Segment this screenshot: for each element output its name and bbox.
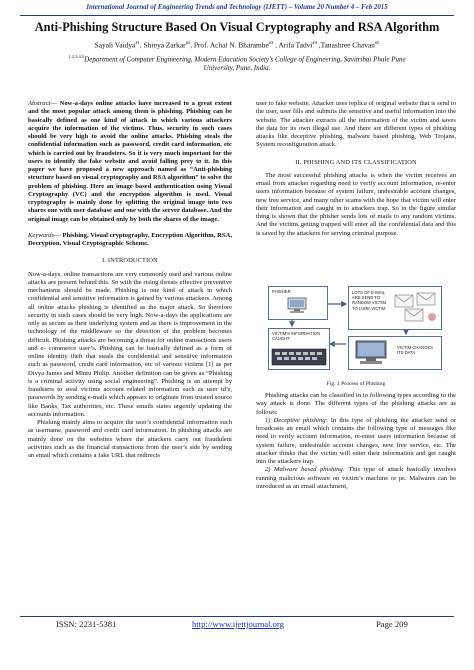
victim-changes-box (348, 336, 442, 370)
victim-info-label: VICTIM’S INFORMATION CAUGHT (272, 331, 321, 342)
journal-header: International Journal of Engineering Trends and Technology (IJETT) – Volume 20 Number 4 – Feb 2015 (86, 4, 388, 11)
journal-url-link[interactable]: http://www.ijettjournal.org (192, 619, 284, 629)
deceptive-phishing-item (256, 417, 456, 467)
abstract-text: Now-a-days online attacks have increased to a great extent and the most popular attack among them is phishing. Phishing can be basically defined as one kind of attack in which various attackers acquire the information of the victims. Thus, security in such cases should be very high to avoid the online attacks. Phishing steals the confidential information such as password, credit card information, etc which is carried out by fraudsters. So it is very much important for the users to identify the fake website and avoid falling prey to it. In this paper we have proposed a new approach named as “Anti-phishing structure based on visual cryptography and RSA algorithm” to solve the problem of phishing. Here an image based authentication using Visual Cryptography (VC) and the encryption algorithm is used. Visual cryptography is mainly done by splitting the original image into two shares one with user database and one with the server database. And the original image can be obtained only by both the shares of the image. (28, 100, 232, 223)
phisher-label: PHISHER (272, 289, 291, 294)
author-sup: #5 (374, 40, 380, 45)
author-name: Shreya Zarkar (143, 40, 186, 50)
header-rule (20, 15, 454, 16)
victim-changes-label: VICTIM CHANGES ITS DATA (397, 345, 434, 356)
footer-issn: ISSN: 2231-5381 (56, 619, 117, 629)
author-name: Prof. Achal N. Bharambe (193, 40, 269, 50)
figure-caption: Fig. 1 Process of Phishing (326, 381, 386, 387)
item-2-text: This type of attack basically involves running malicious software on victim’s machine or pc. Malwares can be introduced as an email attachment, (256, 466, 457, 490)
author-name: Sayali Vaidya (94, 40, 136, 50)
abstract-label: Abstract (28, 100, 51, 107)
malware-phishing-item (256, 466, 456, 491)
phishing-process-figure (266, 284, 444, 370)
footer-page-number: Page 209 (376, 619, 408, 629)
keywords (28, 232, 232, 249)
author-sup: #1 (135, 40, 140, 45)
right-paragraph-2: The most successful phishing attacks is when the victim receives an email from attacker regarding need to verify account information, re-enter users information because of system failure, undesirable account changes, new free service, and many other scams with the hope that victim will enter their information and caught in to attackers trap. So in the figure similar thing is shown that the phisher sends lots of mails to any random victims. And the victims getting trapped will enter all the confidential data and this is saved by the attackers for serving criminal purpose. (256, 171, 456, 237)
footer-rule (20, 616, 454, 617)
right-column-upper (256, 100, 456, 238)
classification-intro: Phishing attacks can be classified in to following types according to the way attack is done. The different types of the phishing attacks are as follows: (256, 392, 456, 416)
keywords-text: Phishing, Visual cryptography, Encryption Algorithm, RSA, Decryption, Visual Cryptographic Scheme. (28, 231, 232, 247)
abstract-dash: — (50, 100, 60, 107)
right-column-lower (256, 392, 456, 491)
victim-computer-icon (352, 340, 392, 366)
author-name: Arifa Tadvi (278, 40, 313, 50)
section-heading-introduction: I. INTRODUCTION (102, 257, 158, 265)
author-name: Tanashree Chavan (320, 40, 375, 50)
left-column (28, 100, 232, 460)
computer-icon (285, 297, 311, 315)
intro-paragraph-1: Now-a-days, online transactions are very commonly used and various online attacks are present behind this. So with the rising threats effective preventive mechanisms should be made. Phishing is one kind of attack in which confidential and sensitive information is gained by various attackers. Among all online attacks phishing is identified as the major attack. So therefore security in such cases should be very high. Now-a-days the applications are only as secure as their underlying system and as there is improvement in the technology of the middleware so the detection of the problem becomes difficult. Phishing attacks are becoming a threat for online transactions users and e- commerce user’s. Phishing can be basically defined as a form of online identity theft that steals the confidential and sensitive information such as password, credit card information, etc of various victims [1] as per Divya James and Mintu Philip. Another definition can be given as “Phishing is a criminal activity using social engineering”. Phishing is an attempt by fraudsters to steal victims account related information such as user id’s, passwords by sending e-mails which appears to originate from trusted source like Banks, Tax authorities, etc. These emails states urgently updating the accounts information. (28, 270, 232, 418)
intro-paragraph-2: Phishing mainly aims to acquire the user’s confidential information such as username, password and credit card information. In phishing attacks are mainly done on the websites where the attackers carry out fraudulent activities such as the financial transactions from the user’s side by sending an email which contains a fake URL that redirects (28, 419, 232, 459)
item-1-label: 1) Deceptive phishing: (265, 416, 328, 424)
paper-title: Anti-Phishing Structure Based On Visual Cryptography and RSA Algorithm (34, 20, 440, 34)
abstract (28, 100, 232, 224)
item-1-text: In this type of phishing the attacker send or broadcasts an email which contains the following type of messages like need to verify account information, re-enter users information because of system failure, undesirable account changes, new free service, etc. The attacker thinks that the victim will enter their information and get caught into the attackers trap. (256, 416, 456, 465)
affiliation-sup: 1,2,3,4,5 (68, 54, 85, 59)
victim-info-box (268, 328, 330, 370)
author-list: Sayali Vaidya$^{\#1}$, Shreya Zarkar$^{\#2}$, Prof. Achal N. Bharambe$^{\#3}$ , Arifa Tadvi$^{\#4}$ ,Tanashree Chavan$^{\#5}$ (94, 40, 380, 50)
author-sup: #4 (312, 40, 317, 45)
author-sup: #3 (268, 40, 274, 45)
section-heading-phishing: II. PHISHING AND ITS CLASSIFICATION (295, 158, 417, 166)
affiliation-line-2: University, Pune, India. (203, 64, 271, 73)
keyboard-icon (271, 347, 327, 367)
phisher-box (268, 286, 328, 320)
right-paragraph-1: user to fake website. Attacker uses replica of original website that is send to the user, user fills and submits the sensitive and useful information into the website. The attacker extracts all the information of the victim and saves the data for its own illegal use. And there are different types of phishing attacks like deceptive phishing, malware based phishing, Web Trojans, System reconfiguration attack. (256, 100, 456, 149)
author-sup: #2 (185, 40, 191, 45)
keywords-label: Keywords (28, 231, 55, 239)
affiliation (40, 52, 434, 73)
envelopes-icon (393, 291, 439, 325)
keywords-dash: — (54, 231, 63, 239)
affiliation-line-1: Department of Computer Engineering, Modern Education Society’s College of Engineering, Savitribai Phule Pune (84, 55, 406, 64)
footer-url-wrap (192, 619, 284, 629)
mails-label: LOTS OF E-MAIL ARE SEND TO RANDOM VICTIM TO LURE VICTIM (352, 290, 386, 311)
mails-box (348, 286, 442, 330)
item-2-label: 2) Malware based phishing: (265, 466, 345, 474)
